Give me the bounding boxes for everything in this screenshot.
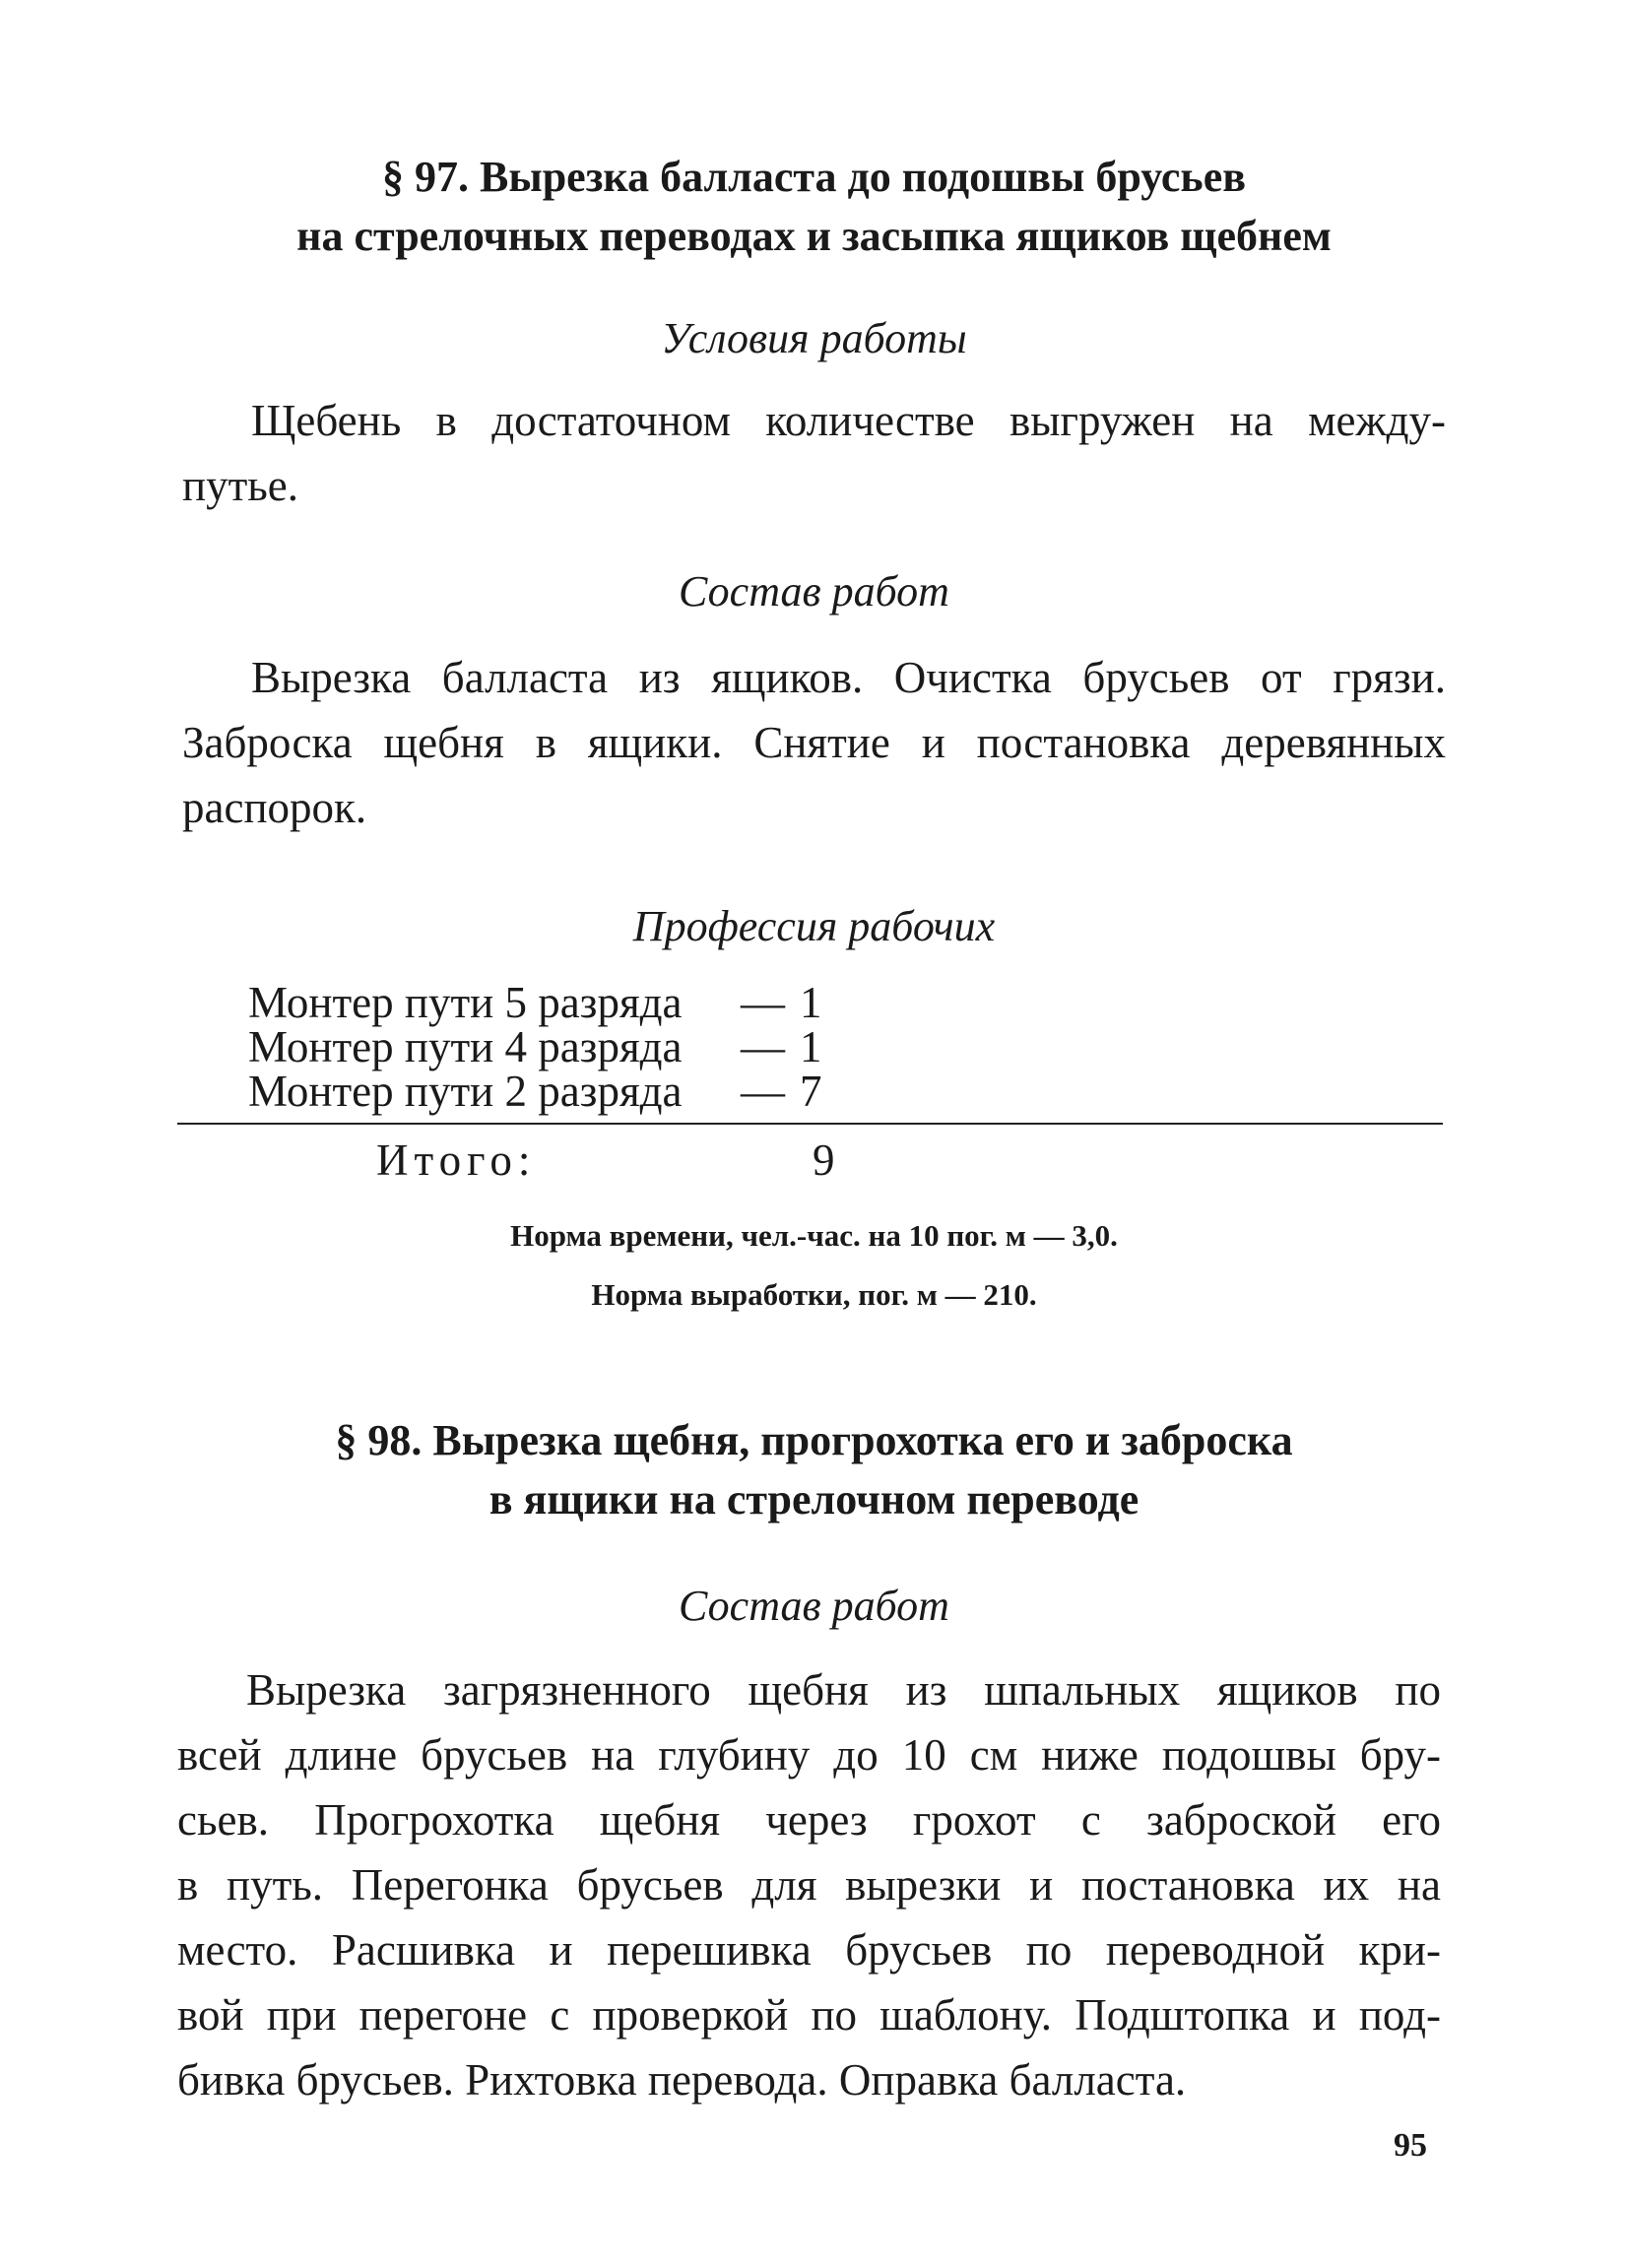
- output-norm: Норма выработки, пог. м — 210.: [591, 1277, 1037, 1312]
- works-98-line: бивка брусьев. Рихтовка перевода. Оправка балласта.: [177, 2055, 1187, 2105]
- worker-count: 1: [800, 1022, 822, 1071]
- works-heading-97: Состав работ: [679, 567, 949, 616]
- works-heading-98: Состав работ: [679, 1582, 949, 1630]
- conditions-line-1: Щебень в достаточном количестве выгружен на между-: [251, 396, 1446, 445]
- worker-name: Монтер пути 4 разряда: [248, 1022, 683, 1071]
- conditions-heading: Условия работы: [661, 314, 967, 362]
- workers-list: [248, 978, 822, 1116]
- conditions-line-2: путье.: [182, 461, 298, 510]
- section-97-title: [0, 148, 1628, 266]
- total-label: Итого:: [376, 1135, 537, 1185]
- total-value: 9: [813, 1135, 835, 1185]
- works-98-line: Вырезка загрязненного щебня из шпальных ящиков по: [246, 1665, 1441, 1715]
- worker-row: [248, 1069, 822, 1114]
- section-98-title: [0, 1411, 1628, 1529]
- worker-dash: —: [741, 978, 785, 1027]
- conditions-paragraph: [182, 388, 1446, 518]
- works-98-line: в путь. Перегонка брусьев для вырезки и постановка их на: [177, 1860, 1441, 1910]
- time-norm: Норма времени, чел.-час. на 10 пог. м — 3,0.: [510, 1218, 1118, 1253]
- works-paragraph-97: [182, 645, 1446, 840]
- works-98-line: место. Расшивка и перешивка брусьев по переводной кри-: [177, 1925, 1441, 1975]
- worker-name: Монтер пути 5 разряда: [248, 978, 683, 1027]
- works-98-line: вой при перегоне с проверкой по шаблону. Подштопка и под-: [177, 1990, 1441, 2040]
- worker-dash: —: [741, 1022, 785, 1071]
- total-divider: [177, 1123, 1443, 1125]
- works-98-line: сьев. Прогрохотка щебня через грохот с заброской его: [177, 1795, 1441, 1845]
- page-number: 95: [1394, 2127, 1427, 2164]
- works-paragraph-98: [177, 1657, 1441, 2112]
- section-98-title-line2: в ящики на стрелочном переводе: [488, 1475, 1140, 1523]
- section-98-title-line1: § 98. Вырезка щебня, прогрохотка его и заброска: [335, 1416, 1293, 1464]
- works-98-line: всей длине брусьев на глубину до 10 см ниже подошвы бру-: [177, 1730, 1441, 1780]
- section-97-title-line1: § 97. Вырезка балласта до подошвы брусьев: [382, 153, 1246, 201]
- profession-heading: Профессия рабочих: [632, 902, 996, 950]
- worker-count: 1: [800, 978, 822, 1027]
- worker-row: [248, 1022, 822, 1071]
- works-97-line-1: Вырезка балласта из ящиков. Очистка брусьев от грязи.: [251, 653, 1446, 702]
- section-97-title-line2: на стрелочных переводах и засыпка ящиков щебнем: [296, 212, 1332, 260]
- worker-row: [248, 978, 822, 1027]
- worker-count: 7: [800, 1067, 822, 1116]
- works-97-line-2: Заброска щебня в ящики. Снятие и постановка деревянных: [182, 718, 1446, 767]
- worker-name: Монтер пути 2 разряда: [248, 1067, 683, 1116]
- worker-dash: —: [741, 1067, 785, 1116]
- works-97-line-3: распорок.: [182, 783, 367, 832]
